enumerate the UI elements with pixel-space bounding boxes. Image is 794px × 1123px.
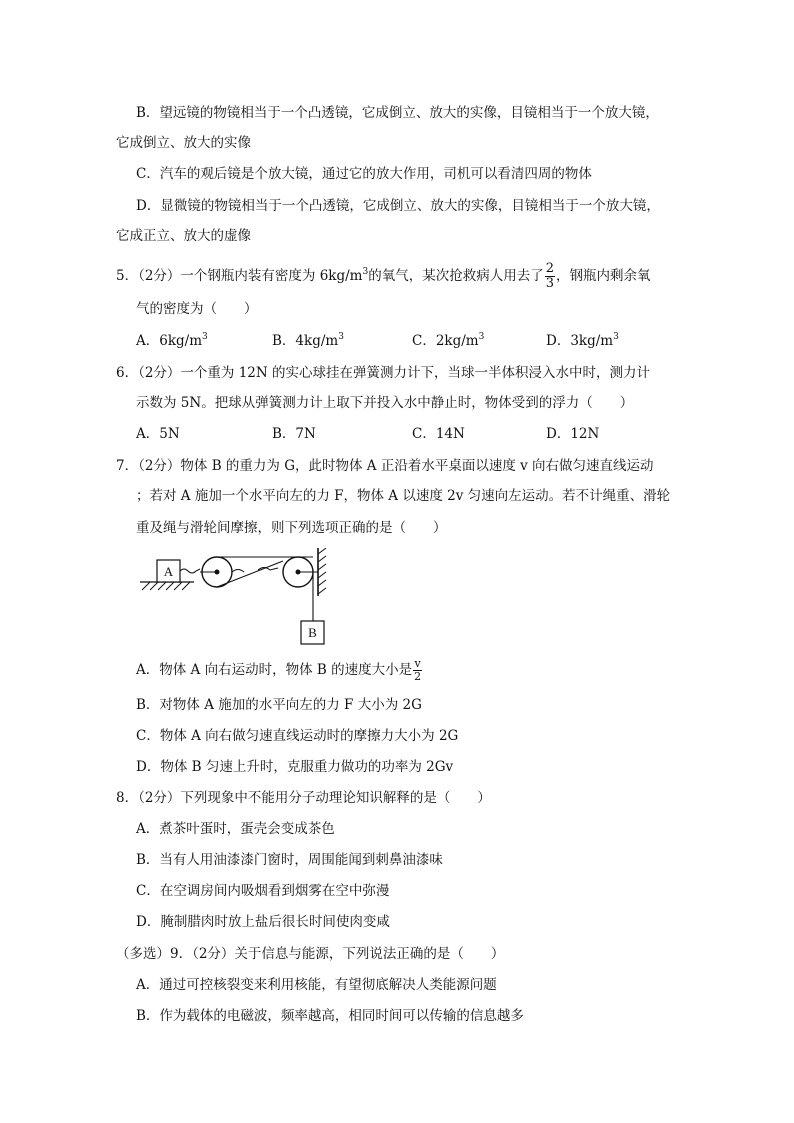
- q5-fraction-numerator: 2: [545, 261, 554, 276]
- q7-option-a-text: A．物体 A 向右运动时，物体 B 的速度大小是: [136, 662, 413, 678]
- q6-option-c: C．14N: [412, 426, 465, 442]
- q4-option-b-line2: 它成倒立、放大的实像: [116, 135, 251, 151]
- q6-option-b: B．7N: [272, 426, 316, 442]
- q5-stem-b: 的氧气，某次抢救病人用去了: [368, 268, 544, 284]
- q5-stem-a: 5．（2分）一个钢瓶内装有密度为 6kg/m: [116, 268, 363, 284]
- q8-option-c: C．在空调房间内吸烟看到烟雾在空中弥漫: [136, 883, 390, 899]
- q5-fraction-denominator: 3: [545, 276, 554, 291]
- q5-stem-c: ，钢瓶内剩余氧: [556, 268, 651, 284]
- q6-stem-line1: 6．（2分）一个重为 12N 的实心球挂在弹簧测力计下，当球一半体积浸入水中时，测力计: [116, 365, 651, 381]
- q5-options: [0, 331, 794, 351]
- q6-option-a: A．5N: [136, 426, 180, 442]
- q5-fraction: [545, 262, 555, 291]
- q6-option-d: D．12N: [546, 426, 600, 442]
- block-a-label: A: [163, 564, 174, 579]
- q6-stem-line2: 示数为 5N。把球从弹簧测力计上取下并投入水中静止时，物体受到的浮力（ ）: [136, 395, 634, 411]
- q8-option-d: D．腌制腊肉时放上盐后很长时间使肉变咸: [136, 914, 390, 930]
- q5-option-c: C．$2kg/m^3$: [412, 332, 485, 349]
- q4-option-d-line1: D．显微镜的物镜相当于一个凸透镜，它成倒立、放大的实像，目镜相当于一个放大镜，: [136, 198, 660, 214]
- q8-option-b: B．当有人用油漆漆门窗时，周围能闻到刺鼻油漆味: [136, 852, 443, 868]
- q7-option-a-fraction: $\frac{v}{2}$: [414, 657, 422, 683]
- pulley-diagram: [140, 548, 340, 648]
- hook-a: [180, 569, 200, 573]
- q7-stem-line2: ；若对 A 施加一个水平向左的力 F，物体 A 以速度 2v 匀速向左运动。若不计绳重、滑轮: [136, 488, 671, 504]
- block-b-label: B: [308, 625, 317, 640]
- q4-option-b-line1: B．望远镜的物镜相当于一个凸透镜，它成倒立、放大的实像，目镜相当于一个放大镜，: [136, 105, 659, 121]
- q7-stem-line3: 重及绳与滑轮间摩擦，则下列选项正确的是（ ）: [136, 520, 447, 536]
- q5-option-a: A．$6kg/m^3$: [136, 332, 208, 349]
- q7-option-b: B．对物体 A 施加的水平向左的力 F 大小为 2G: [136, 697, 422, 713]
- q5-option-d: D．$3kg/m^3$: [546, 332, 619, 349]
- q7-option-d: D．物体 B 匀速上升时，克服重力做功的功率为 2Gv: [136, 759, 454, 775]
- q4-option-c: C．汽车的观后镜是个放大镜，通过它的放大作用，司机可以看清四周的物体: [136, 166, 592, 182]
- q7-stem-line1: 7．（2分）物体 B 的重力为 G，此时物体 A 正沿着水平桌面以速度 v 向右做匀速直线运动: [116, 458, 654, 474]
- q6-options: [0, 424, 794, 444]
- q7-option-a: [136, 658, 423, 683]
- q9-option-b: B．作为载体的电磁波，频率越高，相同时间可以传输的信息越多: [136, 1008, 524, 1024]
- q8-option-a: A．煮茶叶蛋时，蛋壳会变成茶色: [136, 821, 335, 837]
- q7-option-c: C．物体 A 向右做匀速直线运动时的摩擦力大小为 2G: [136, 728, 459, 744]
- q5-stem-line2: 气的密度为（ ）: [136, 301, 258, 317]
- ground-hatch: [142, 582, 190, 590]
- q9-stem: （多选）9．（2分）关于信息与能源，下列说法正确的是（ ）: [116, 946, 505, 962]
- q9-option-a: A．通过可控核裂变来利用核能，有望彻底解决人类能源问题: [136, 977, 497, 993]
- q5-stem-line1: [116, 262, 651, 291]
- q5-stem-sup: 3: [362, 267, 369, 277]
- hook-left-pulley: [232, 570, 244, 573]
- wall-hatch: [318, 548, 326, 594]
- q4-option-d-line2: 它成正立、放大的虚像: [116, 228, 251, 244]
- q5-option-b: B．$4kg/m^3$: [272, 332, 344, 349]
- q8-stem: 8．（2分）下列现象中不能用分子动理论知识解释的是（ ）: [116, 790, 491, 806]
